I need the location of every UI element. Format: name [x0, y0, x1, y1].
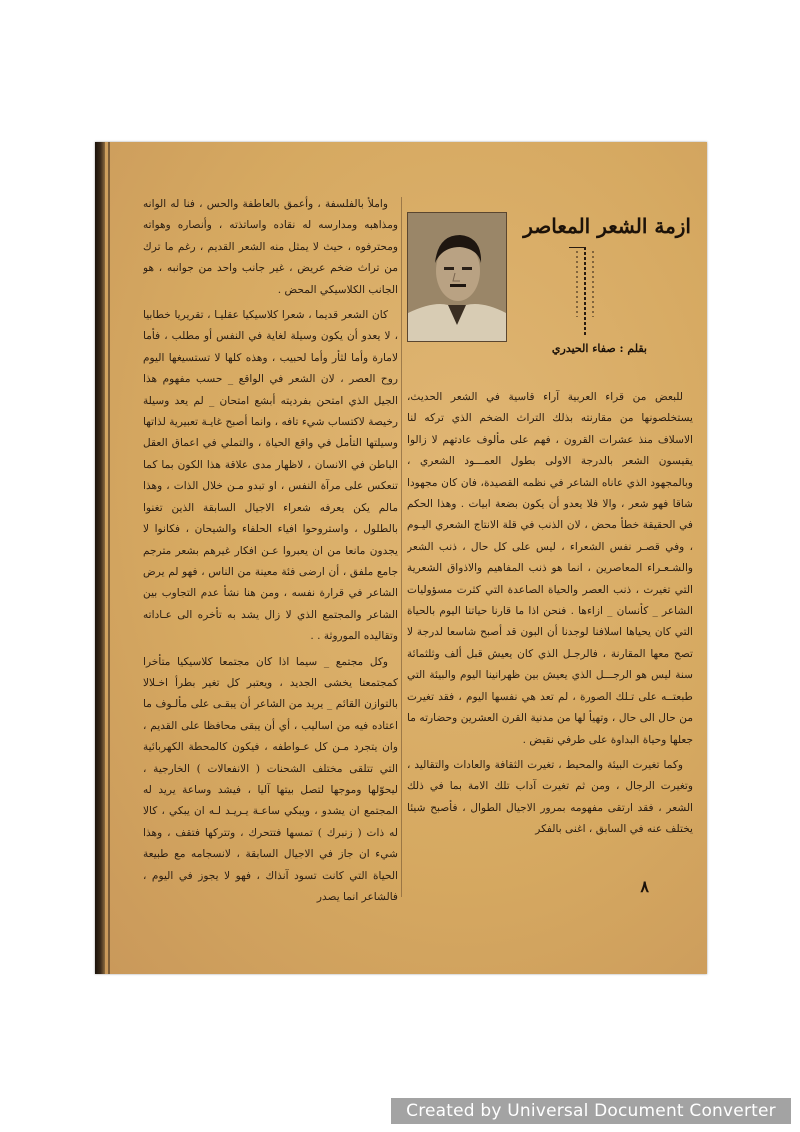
- right-paragraph: وكما تغيرت البيئة والمحيط ، تغيرت الثقافة والعادات والتقاليد ، وتغيرت الرجال ، ومن ثم تغيرت آداب تلك الامة بما في ذلك الشعر ، فقد ارتقى مفهومه بمرور الاجيال الطوال ، فأصبح شيئا يختلف عنه في السابق ، اغنى بالفكر: [407, 758, 693, 836]
- right-paragraph: للبعض من قراء العربية آراء قاسية في الشعر الحديث، يستخلصونها من مقارنته بذلك التراث الضخم الذي تركه لنا الاسلاف منذ عشرات القرون ، فهم على مألوف عادتهم لا زالوا يقيسون الشعر بالدرجة الاولى بطول العمـــود الشعري ، وبالمجهود الذي عاناه الشاعر في نظمه القصيدة، فان كان مجهودا شاقا فهو شعر ، والا فلا يعدو أن يكون بضعة ابيات . وهذا الحكم في الحقيقة خطأ محض ، لان الذنب في قلة الانتاج الشعري اليـوم ، وفي قصـر نفس الشعراء ، ليس على كل حال ، ذنب الشعر والشـعـراء المعاصرين ، انما هو ذنب المفاهيم والاذواق الشعرية التي تغيرت ، ذنب العصر والحياة الصاعدة التي كثرت مسؤوليات الشاعر _ كأنسان _ ازاءها . فنحن اذا ما قارنا حياتنا اليوم بالحياة التي كان يحياها اسلافنا لوجدنا أن البون قد أصبح شاسعا لدرجة لا تصح معها المقارنة ، فالرجـل الذي كان يعيش قبل ألف وثلثمائة سنة ليس هو الرجـــل الذي يعيش بين ظهرانينا اليوم والبيئة التي طبعتــه على تـلك الصورة ، لم تعد هي نفسها اليوم ، فقد تغيرت من حال الى حال ، وتهيأ لها من مدنية القرن العشرين وحضارته ما جعلها وحياة البداوة على طرفي نقيض .: [407, 391, 693, 746]
- right-column: [407, 387, 693, 907]
- page-spine: [95, 142, 105, 974]
- left-column: [143, 194, 398, 934]
- left-paragraph: كان الشعر قديما ، شعرا كلاسيكيا عقليـا ، تقريريا خطابيا ، لا يعدو أن يكون وسيلة لغاية في النفس أو مطلب ، فأما لامارة وأما لثأر وأما لحبيب ، وهذه كلها لا تستسيغها اليوم روح العصر ، لان الشعر في الواقع _ حسب مفهوم هذا الجيل الذي امتحن بفرديته أبشع امتحان _ لم يعد وسيلة رخيصة لاكتساب شيء تافه ، وانما أصبح غايـة تعبيرية لذاتها وسيلتها التأمل في واقع الحياة ، والتملي في اعماق العقل الباطن في الانسان ، لاظهار مدى علاقة هذا الكون بما كما تنعكس على مرآة النفس ، او تبدو مـن خلال الذات ، وهذا مالم يكن يعرفه شعراء الاجيال السابقة الذين تغنوا بالطلول ، واستروحوا افياء الحلفاء والشيحان ، فكانوا لا يجدون مانعا من ان يعبروا عـن افكار غيرهم بشعر مترجم جامع ملفق ، أن ارضى فئة معينة من الناس ، فهو لم يرض الشاعر في قرارة نفسه ، ومن هنا نشأ عدم التجاوب بين الشاعر والمجتمع الذي لا زال يشد به تأخره الى عـاداته وتقاليده الموروثة . .: [143, 309, 398, 643]
- author-portrait: [407, 212, 507, 342]
- page-number: ٨: [640, 877, 649, 896]
- left-paragraph: وكل مجتمع _ سيما اذا كان مجتمعا كلاسيكيا متأخرا كمجتمعنا يخشى الجديد ، ويعتبر كل تغير بطرأ اخـلالا بالتوازن القائم _ يريد من الشاعر أن يبقـى على مألـوف ما اعتاده فيه من اساليب ، أي أن يبقى محافظا على القديم ، وان يتجرد مـن كل عـواطفه ، فيكون كالمحطة الكهربائية التي تتلقى مختلف الشحنات ( الانفعالات ) الخارجية ، ليحوّلها وموجها لتصل بيتها آليا ، فيشد وساعة يريد له المجتمع ان يشدو ، ويبكي ساعـة يـريـد لـه ان يبكي ، كالا له ذات ( زنبرك ) تمسها فتتحرك ، وتتركها فتقف ، وهذا شيء ان جاز في الاجيال السابقة ، لانسجامه مع طبيعة الحياة التي كانت تسود آنذاك ، فهو لا يجوز في اليوم ، فالشاعر انما يصدر: [143, 655, 398, 903]
- article-title: ازمة الشعر المعاصر: [523, 214, 691, 238]
- portrait-image: [408, 213, 506, 341]
- magazine-page: [95, 142, 707, 974]
- column-divider: [401, 197, 402, 897]
- left-paragraph: واملأ بالفلسفة ، وأعمق بالعاطفة والحس ، فنا له الوانه ومذاهبه ومدارسه له نقاده واساتذته ، وأنصاره وهواته ومحترفوه ، حيث لا يمثل منه الشعر القديم ، رغم ما ترك من تراث ضخم عريض ، غير جانب واحد من جوانبه ، هو الجانب الكلاسيكي المحض .: [143, 198, 398, 296]
- title-ornament: [565, 247, 605, 342]
- converter-watermark: Created by Universal Document Converter: [391, 1098, 791, 1124]
- author-byline: بقلم : صفاء الحيدري: [551, 342, 647, 355]
- spine-line: [108, 142, 110, 974]
